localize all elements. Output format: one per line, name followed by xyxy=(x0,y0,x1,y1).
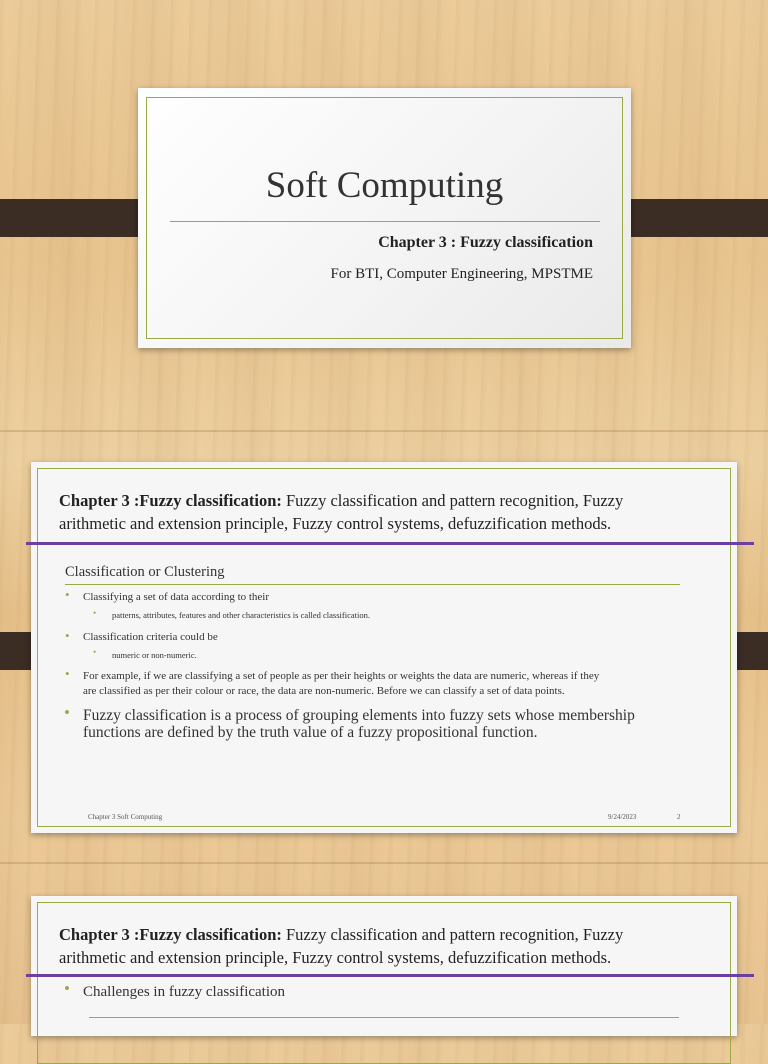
content-slide xyxy=(31,896,737,1036)
content-slide xyxy=(31,462,737,833)
heading-bold: Chapter 3 :Fuzzy classification: xyxy=(59,491,282,510)
heading-bold: Chapter 3 :Fuzzy classification: xyxy=(59,925,282,944)
list-item: numeric or non-numeric. xyxy=(112,650,197,660)
wood-plank-seam xyxy=(0,862,768,864)
slide-subtitle: Chapter 3 : Fuzzy classification xyxy=(378,234,593,251)
list-item: patterns, attributes, features and other characteristics is called classification. xyxy=(112,610,370,620)
heading-text-line2: arithmetic and extension principle, Fuzzy control systems, defuzzification methods. xyxy=(59,514,612,533)
slide-frame xyxy=(146,97,623,339)
heading-divider xyxy=(26,542,754,545)
bullet-dot: • xyxy=(65,666,70,681)
section-rule xyxy=(89,1017,679,1018)
title-slide xyxy=(138,88,631,348)
decor-bar-right xyxy=(613,199,768,237)
list-item xyxy=(83,669,708,699)
slide-title: Soft Computing xyxy=(265,165,504,206)
footer-title: Chapter 3 Soft Computing xyxy=(88,813,163,821)
section-title: Classification or Clustering xyxy=(65,564,225,580)
section-rule xyxy=(65,584,680,585)
list-item xyxy=(83,707,635,741)
list-item-line: Fuzzy classification is a process of grouping elements into fuzzy sets whose membership xyxy=(83,707,635,724)
list-item: Classifying a set of data according to their xyxy=(83,591,270,603)
list-item-line: For example, if we are classifying a set of people as per their heights or weights the data are numeric, whereas if they xyxy=(83,670,600,682)
heading-divider xyxy=(26,974,754,977)
wood-plank-seam xyxy=(0,430,768,432)
list-item-line: are classified as per their colour or race, the data are non-numeric. Before we can classify a set of data points. xyxy=(83,685,565,697)
bullet-dot: • xyxy=(65,587,70,602)
bullet-dot: • xyxy=(64,703,70,722)
slide-audience: For BTI, Computer Engineering, MPSTME xyxy=(330,266,593,282)
list-item: Classification criteria could be xyxy=(83,631,218,643)
bullet-dot: • xyxy=(93,647,97,657)
bullet-dot: • xyxy=(64,979,70,998)
bullet-dot: • xyxy=(93,608,97,618)
decor-bar-left xyxy=(0,199,155,237)
bullet-dot: • xyxy=(65,628,70,643)
heading-text: Fuzzy classification and pattern recognition, Fuzzy xyxy=(281,491,624,510)
footer-page-number: 2 xyxy=(677,813,681,821)
slide-heading xyxy=(59,489,623,535)
heading-text-line2: arithmetic and extension principle, Fuzzy control systems, defuzzification methods. xyxy=(59,948,612,967)
title-rule xyxy=(170,221,600,222)
slide-heading xyxy=(59,923,623,969)
heading-text: Fuzzy classification and pattern recognition, Fuzzy xyxy=(281,925,624,944)
footer-date: 9/24/2023 xyxy=(608,813,637,821)
list-item: Challenges in fuzzy classification xyxy=(83,984,286,1000)
list-item-line: functions are defined by the truth value of a fuzzy propositional function. xyxy=(83,724,538,741)
